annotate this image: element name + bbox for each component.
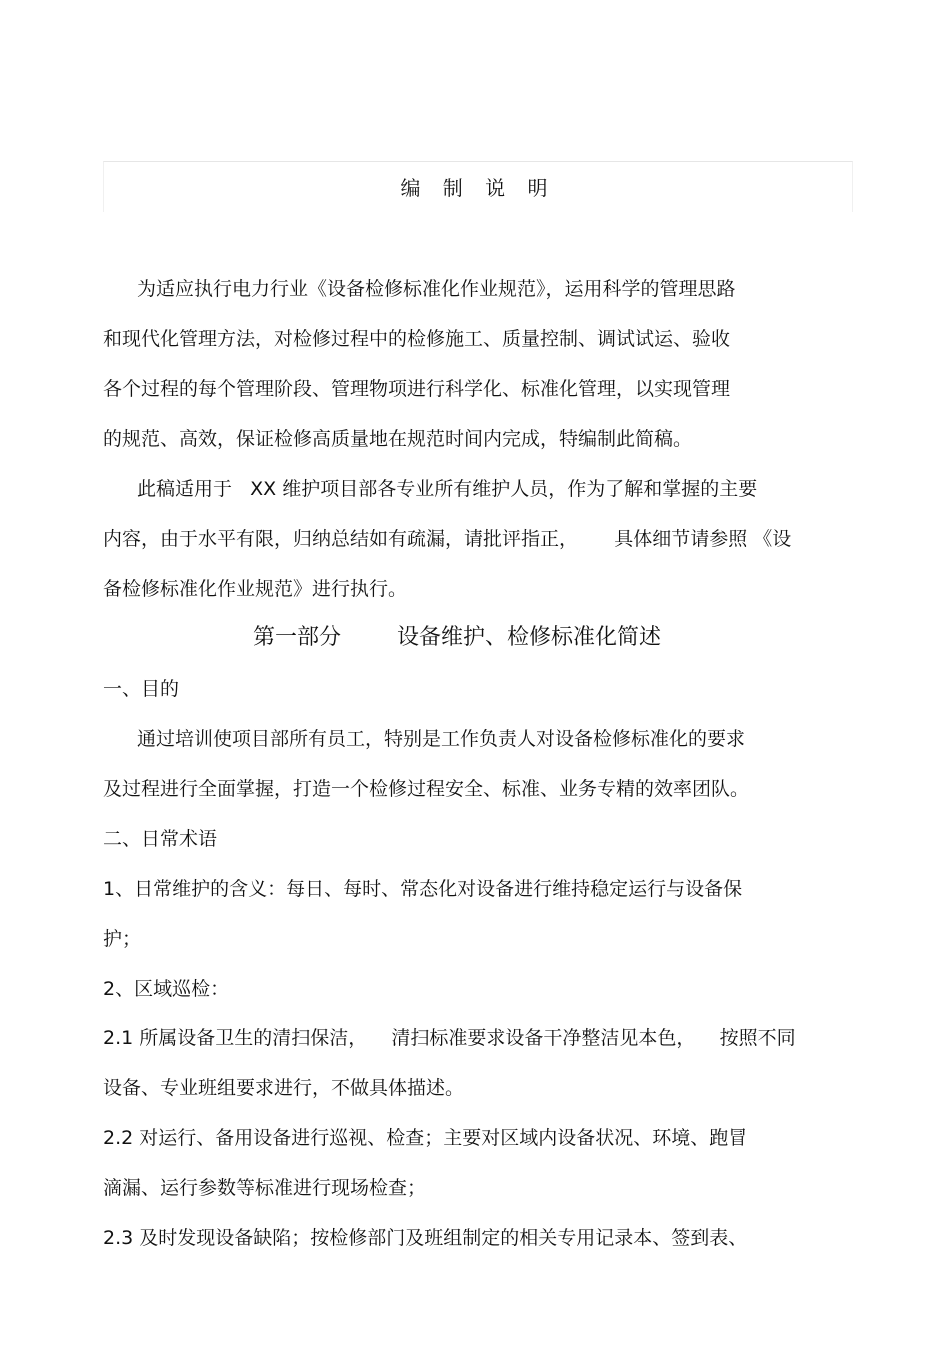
section-heading-terms: 二、日常术语 (103, 828, 218, 850)
body-line: 2.2 对运行、备用设备进行巡视、检查；主要对区域内设备状况、环境、跑冒 (103, 1127, 748, 1149)
body-line: 通过培训使项目部所有员工，特别是工作负责人对设备检修标准化的要求 (137, 728, 746, 750)
body-line: 护； (103, 928, 142, 950)
preface-line-6: 内容，由于水平有限，归纳总结如有疏漏，请批评指正， 具体细节请参照 《设 (103, 528, 792, 550)
preface-line-1: 为适应执行电力行业《设备检修标准化作业规范》，运用科学的管理思路 (137, 278, 736, 300)
preface-line-4: 的规范、高效，保证检修高质量地在规范时间内完成，特编制此简稿。 (103, 428, 693, 450)
body-line: 2.1 所属设备卫生的清扫保洁， 清扫标准要求设备干净整洁见本色， 按照不同 (103, 1027, 796, 1049)
body-line: 及过程进行全面掌握，打造一个检修过程安全、标准、业务专精的效率团队。 (103, 778, 750, 800)
preface-line-5: 此稿适用于 XX 维护项目部各专业所有维护人员，作为了解和掌握的主要 (137, 478, 758, 500)
section-heading-purpose: 一、目的 (103, 678, 180, 700)
body-line: 2.3 及时发现设备缺陷；按检修部门及班组制定的相关专用记录本、签到表、 (103, 1227, 748, 1249)
body-line: 设备、专业班组要求进行，不做具体描述。 (103, 1077, 465, 1099)
part-heading: 第一部分 设备维护、检修标准化简述 (253, 625, 661, 650)
body-line: 1、日常维护的含义：每日、每时、常态化对设备进行维持稳定运行与设备保 (103, 878, 743, 900)
preface-line-3: 各个过程的每个管理阶段、管理物项进行科学化、标准化管理，以实现管理 (103, 378, 731, 400)
body-line: 滴漏、运行参数等标准进行现场检查； (103, 1177, 427, 1199)
preface-line-2: 和现代化管理方法，对检修过程中的检修施工、质量控制、调试试运、验收 (103, 328, 731, 350)
preface-line-7: 备检修标准化作业规范》进行执行。 (103, 578, 408, 600)
body-line: 2、区域巡检： (103, 978, 230, 1000)
title-frame (103, 161, 853, 212)
document-title: 编 制 说 明 (400, 176, 556, 200)
